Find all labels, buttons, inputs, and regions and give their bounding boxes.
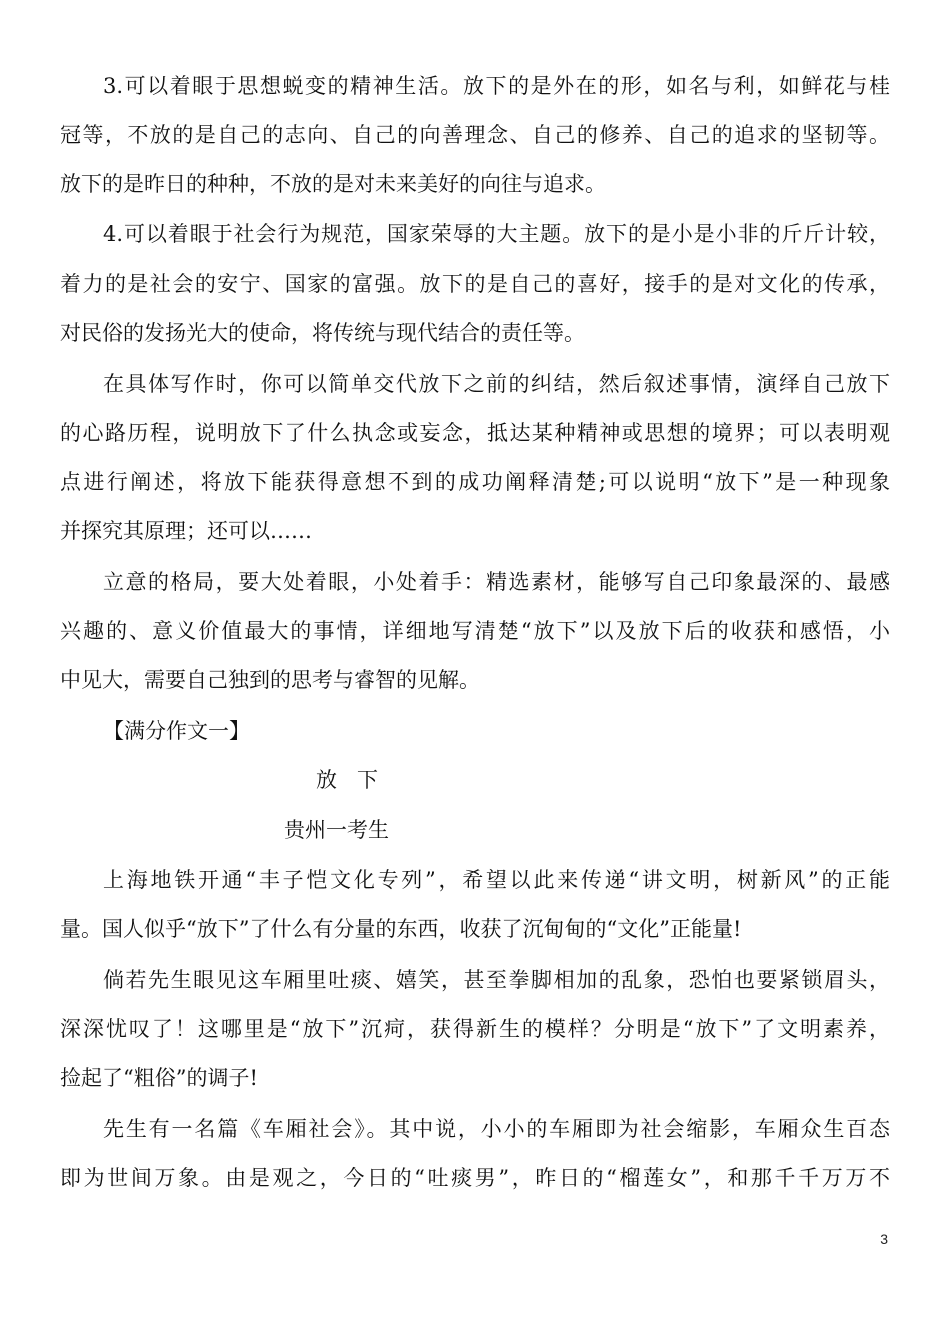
paragraph-line: 4.可以着眼于社会行为规范，国家荣辱的大主题。放下的是小是小非的斤斤计较，	[103, 222, 890, 246]
essay-paragraph-line: 即为世间万象。由是观之，今日的“吐痰男”，昨日的“榴莲女”，和那千千万万不	[60, 1166, 890, 1190]
paragraph-line: 中见大，需要自己独到的思考与睿智的见解。	[60, 668, 480, 692]
paragraph-line: 冠等，不放的是自己的志向、自己的向善理念、自己的修养、自己的追求的坚韧等。	[60, 123, 890, 147]
essay-paragraph-line: 捡起了“粗俗”的调子!	[60, 1066, 258, 1090]
paragraph-line: 着力的是社会的安宁、国家的富强。放下的是自己的喜好，接手的是对文化的传承，	[60, 272, 890, 296]
essay-paragraph-line: 深深忧叹了！这哪里是“放下”沉疴，获得新生的模样？分明是“放下”了文明素养，	[60, 1017, 890, 1041]
paragraph-line: 3.可以着眼于思想蜕变的精神生活。放下的是外在的形，如名与利，如鲜花与桂	[103, 74, 890, 98]
essay-paragraph-line: 上海地铁开通“丰子恺文化专列”，希望以此来传递“讲文明，树新风”的正能	[103, 868, 890, 892]
paragraph-line: 点进行阐述，将放下能获得意想不到的成功阐释清楚;可以说明“放下”是一种现象	[60, 470, 890, 494]
paragraph-line: 的心路历程，说明放下了什么执念或妄念，抵达某种精神或思想的境界；可以表明观	[60, 421, 890, 445]
paragraph-line: 并探究其原理；还可以……	[60, 519, 312, 543]
page-number: 3	[880, 1231, 888, 1247]
essay-heading: 【满分作文一】	[103, 719, 250, 743]
essay-author: 贵州一考生	[284, 818, 389, 842]
paragraph-line: 立意的格局，要大处着眼，小处着手：精选素材，能够写自己印象最深的、最感	[103, 570, 890, 594]
essay-paragraph-line: 量。国人似乎“放下”了什么有分量的东西，收获了沉甸甸的“文化”正能量!	[60, 917, 742, 941]
paragraph-line: 放下的是昨日的种种，不放的是对未来美好的向往与追求。	[60, 172, 606, 196]
paragraph-line: 对民俗的发扬光大的使命，将传统与现代结合的责任等。	[60, 321, 585, 345]
essay-paragraph-line: 先生有一名篇《车厢社会》。其中说，小小的车厢即为社会缩影，车厢众生百态	[103, 1117, 890, 1141]
essay-paragraph-line: 倘若先生眼见这车厢里吐痰、嬉笑，甚至拳脚相加的乱象，恐怕也要紧锁眉头，	[103, 968, 890, 992]
paragraph-line: 兴趣的、意义价值最大的事情，详细地写清楚“放下”以及放下后的收获和感悟，小	[60, 619, 890, 643]
essay-title: 放下	[316, 768, 398, 792]
paragraph-line: 在具体写作时，你可以简单交代放下之前的纠结，然后叙述事情，演绎自己放下	[103, 372, 890, 396]
